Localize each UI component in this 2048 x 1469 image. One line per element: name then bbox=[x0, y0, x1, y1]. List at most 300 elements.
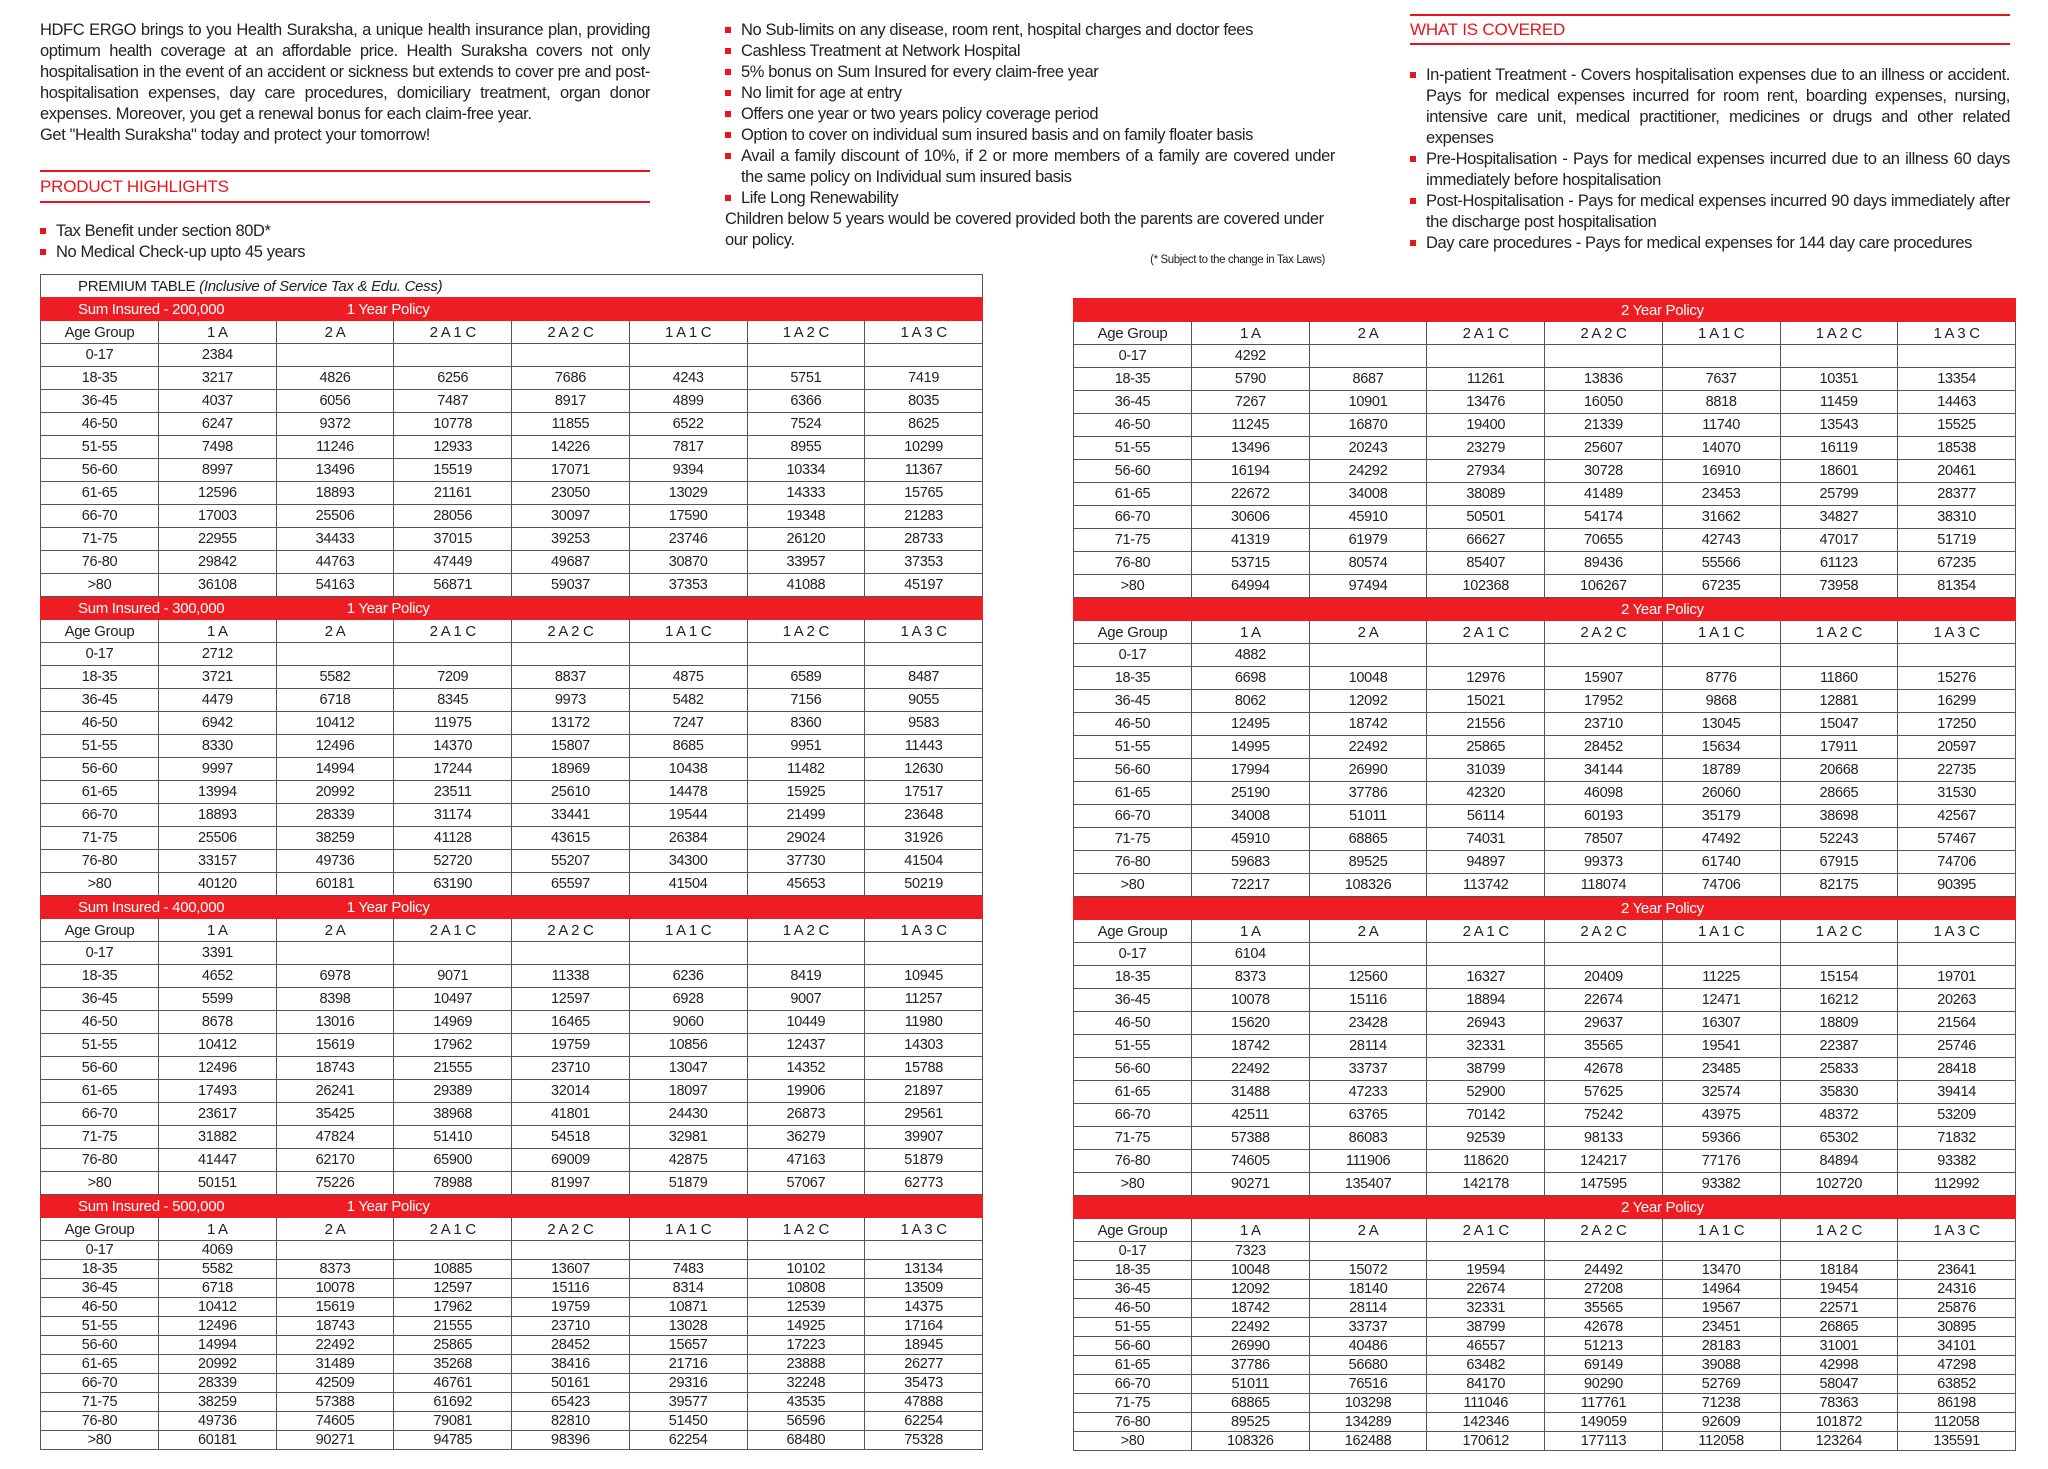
divider bbox=[1410, 43, 2010, 45]
sum-insured-label: Sum Insured - 400,000 bbox=[41, 896, 277, 919]
premium-cell: 23617 bbox=[159, 1103, 277, 1126]
premium-cell: 36108 bbox=[159, 574, 277, 597]
premium-cell: 30728 bbox=[1545, 460, 1663, 483]
premium-cell: 77176 bbox=[1662, 1150, 1780, 1173]
premium-cell: 15072 bbox=[1309, 1261, 1427, 1280]
premium-cell: 29389 bbox=[394, 1080, 512, 1103]
premium-cell: 23279 bbox=[1427, 437, 1545, 460]
age-group-cell: 0-17 bbox=[1074, 1242, 1192, 1261]
premium-cell: 48372 bbox=[1780, 1104, 1898, 1127]
age-group-cell: 61-65 bbox=[1074, 782, 1192, 805]
age-group-header: Age Group bbox=[41, 1218, 159, 1241]
column-header: 1 A 3 C bbox=[865, 321, 983, 344]
table-row bbox=[41, 1431, 983, 1450]
premium-cell: 102368 bbox=[1427, 575, 1545, 598]
column-header: 2 A bbox=[276, 321, 394, 344]
premium-cell: 4899 bbox=[629, 390, 747, 413]
premium-cell: 75226 bbox=[276, 1172, 394, 1195]
age-group-cell: 18-35 bbox=[1074, 1261, 1192, 1280]
column-header: 2 A bbox=[276, 1218, 394, 1241]
premium-cell: 6718 bbox=[276, 689, 394, 712]
premium-cell bbox=[394, 942, 512, 965]
premium-cell: 12437 bbox=[747, 1034, 865, 1057]
premium-cell: 41447 bbox=[159, 1149, 277, 1172]
premium-cell: 51450 bbox=[629, 1412, 747, 1431]
premium-cell: 37786 bbox=[1192, 1356, 1310, 1375]
premium-cell: 62773 bbox=[865, 1172, 983, 1195]
premium-cell: 49736 bbox=[159, 1412, 277, 1431]
age-group-cell: 46-50 bbox=[1074, 1299, 1192, 1318]
age-group-header: Age Group bbox=[1074, 621, 1192, 644]
premium-cell: 61979 bbox=[1309, 529, 1427, 552]
age-group-cell: 66-70 bbox=[1074, 1375, 1192, 1394]
premium-cell: 8360 bbox=[747, 712, 865, 735]
premium-cell: 60181 bbox=[276, 873, 394, 896]
premium-cell: 36279 bbox=[747, 1126, 865, 1149]
premium-cell: 20243 bbox=[1309, 437, 1427, 460]
premium-cell: 12560 bbox=[1309, 966, 1427, 989]
premium-cell bbox=[1780, 644, 1898, 667]
premium-cell: 44763 bbox=[276, 551, 394, 574]
column-header: 1 A 3 C bbox=[1898, 621, 2016, 644]
premium-cell: 35268 bbox=[394, 1355, 512, 1374]
premium-cell: 34433 bbox=[276, 528, 394, 551]
premium-cell: 17911 bbox=[1780, 736, 1898, 759]
premium-cell: 117761 bbox=[1545, 1394, 1663, 1413]
bullet-icon bbox=[1410, 240, 1416, 246]
column-header-row bbox=[1074, 1219, 2016, 1242]
premium-cell: 18789 bbox=[1662, 759, 1780, 782]
premium-cell: 84894 bbox=[1780, 1150, 1898, 1173]
premium-cell: 4243 bbox=[629, 367, 747, 390]
premium-cell: 56114 bbox=[1427, 805, 1545, 828]
premium-cell: 12597 bbox=[394, 1279, 512, 1298]
policy-term-label: 2 Year Policy bbox=[1309, 897, 2015, 920]
premium-cell: 13476 bbox=[1427, 391, 1545, 414]
table-row bbox=[41, 988, 983, 1011]
column-header: 1 A bbox=[159, 919, 277, 942]
column-header: 1 A bbox=[1192, 621, 1310, 644]
premium-cell: 78363 bbox=[1780, 1394, 1898, 1413]
premium-cell: 51879 bbox=[865, 1149, 983, 1172]
table-row bbox=[41, 781, 983, 804]
premium-cell: 170612 bbox=[1427, 1432, 1545, 1451]
premium-cell: 25610 bbox=[512, 781, 630, 804]
age-group-cell: 51-55 bbox=[1074, 736, 1192, 759]
column-header: 1 A 2 C bbox=[747, 919, 865, 942]
age-group-cell: >80 bbox=[1074, 1432, 1192, 1451]
premium-cell: 89436 bbox=[1545, 552, 1663, 575]
premium-cell: 82810 bbox=[512, 1412, 630, 1431]
premium-cell: 4826 bbox=[276, 367, 394, 390]
premium-cell: 86083 bbox=[1309, 1127, 1427, 1150]
premium-cell: 9060 bbox=[629, 1011, 747, 1034]
premium-cell: 12471 bbox=[1662, 989, 1780, 1012]
column-header: 2 A 2 C bbox=[1545, 1219, 1663, 1242]
bullet-icon bbox=[725, 153, 731, 159]
premium-cell: 23511 bbox=[394, 781, 512, 804]
premium-cell: 16050 bbox=[1545, 391, 1663, 414]
premium-cell: 14370 bbox=[394, 735, 512, 758]
premium-cell: 20409 bbox=[1545, 966, 1663, 989]
column-header: 1 A 3 C bbox=[865, 1218, 983, 1241]
premium-cell: 49687 bbox=[512, 551, 630, 574]
age-group-cell: 51-55 bbox=[41, 735, 159, 758]
table-row bbox=[41, 850, 983, 873]
premium-cell: 47163 bbox=[747, 1149, 865, 1172]
premium-cell: 31001 bbox=[1780, 1337, 1898, 1356]
premium-cell: 51879 bbox=[629, 1172, 747, 1195]
table-row bbox=[41, 1057, 983, 1080]
premium-cell: 19454 bbox=[1780, 1280, 1898, 1299]
premium-cell: 10048 bbox=[1192, 1261, 1310, 1280]
table-row bbox=[1074, 552, 2016, 575]
table-row bbox=[41, 1126, 983, 1149]
premium-cell: 38416 bbox=[512, 1355, 630, 1374]
premium-cell: 42509 bbox=[276, 1374, 394, 1393]
age-group-cell: 36-45 bbox=[1074, 989, 1192, 1012]
premium-cell: 14352 bbox=[747, 1057, 865, 1080]
premium-cell: 6718 bbox=[159, 1279, 277, 1298]
list-item: Cashless Treatment at Network Hospital bbox=[725, 41, 1335, 62]
list-item: Tax Benefit under section 80D* bbox=[40, 221, 650, 242]
premium-cell: 21499 bbox=[747, 804, 865, 827]
bullet-icon bbox=[1410, 72, 1416, 78]
table-row bbox=[41, 528, 983, 551]
premium-cell: 19759 bbox=[512, 1034, 630, 1057]
premium-cell: 17244 bbox=[394, 758, 512, 781]
table-row bbox=[41, 436, 983, 459]
premium-cell: 14333 bbox=[747, 482, 865, 505]
premium-cell: 59037 bbox=[512, 574, 630, 597]
premium-cell: 59366 bbox=[1662, 1127, 1780, 1150]
premium-cell: 20461 bbox=[1898, 460, 2016, 483]
premium-cell: 13016 bbox=[276, 1011, 394, 1034]
premium-cell: 42678 bbox=[1545, 1058, 1663, 1081]
premium-cell: 12496 bbox=[276, 735, 394, 758]
premium-cell: 18184 bbox=[1780, 1261, 1898, 1280]
premium-cell: 26241 bbox=[276, 1080, 394, 1103]
premium-cell: 80574 bbox=[1309, 552, 1427, 575]
column-header: 1 A bbox=[159, 1218, 277, 1241]
premium-cell: 29637 bbox=[1545, 1012, 1663, 1035]
premium-cell: 9951 bbox=[747, 735, 865, 758]
age-group-cell: 76-80 bbox=[41, 1412, 159, 1431]
premium-cell: 10334 bbox=[747, 459, 865, 482]
premium-cell: 21339 bbox=[1545, 414, 1663, 437]
premium-cell: 22492 bbox=[1192, 1058, 1310, 1081]
table-row bbox=[1074, 1375, 2016, 1394]
table-row bbox=[1074, 1356, 2016, 1375]
premium-cell: 13028 bbox=[629, 1317, 747, 1336]
premium-cell: 46098 bbox=[1545, 782, 1663, 805]
premium-cell: 103298 bbox=[1309, 1394, 1427, 1413]
premium-cell: 25876 bbox=[1898, 1299, 2016, 1318]
table-row bbox=[41, 827, 983, 850]
premium-cell: 12496 bbox=[159, 1317, 277, 1336]
age-group-cell: 61-65 bbox=[1074, 1081, 1192, 1104]
premium-cell: 47449 bbox=[394, 551, 512, 574]
table-row bbox=[41, 1260, 983, 1279]
table-row bbox=[41, 758, 983, 781]
section-header-row bbox=[41, 298, 983, 321]
column-header: 1 A 1 C bbox=[1662, 1219, 1780, 1242]
premium-cell: 31174 bbox=[394, 804, 512, 827]
column-header: 2 A 2 C bbox=[512, 1218, 630, 1241]
premium-cell: 45653 bbox=[747, 873, 865, 896]
age-group-cell: 18-35 bbox=[41, 367, 159, 390]
premium-cell: 13543 bbox=[1780, 414, 1898, 437]
policy-term-label: 2 Year Policy bbox=[1309, 299, 2015, 322]
premium-cell: 14995 bbox=[1192, 736, 1310, 759]
column-header: 2 A bbox=[1309, 920, 1427, 943]
premium-cell: 15047 bbox=[1780, 713, 1898, 736]
premium-cell: 3721 bbox=[159, 666, 277, 689]
premium-cell: 71238 bbox=[1662, 1394, 1780, 1413]
premium-cell: 56596 bbox=[747, 1412, 865, 1431]
premium-cell: 6247 bbox=[159, 413, 277, 436]
premium-cell: 17962 bbox=[394, 1034, 512, 1057]
premium-cell: 7817 bbox=[629, 436, 747, 459]
premium-cell: 8685 bbox=[629, 735, 747, 758]
column-header: 2 A 2 C bbox=[1545, 322, 1663, 345]
premium-cell: 15788 bbox=[865, 1057, 983, 1080]
premium-cell: 66627 bbox=[1427, 529, 1545, 552]
premium-cell: 50151 bbox=[159, 1172, 277, 1195]
premium-cell: 8345 bbox=[394, 689, 512, 712]
premium-cell: 26277 bbox=[865, 1355, 983, 1374]
age-group-cell: 71-75 bbox=[1074, 1127, 1192, 1150]
age-group-header: Age Group bbox=[41, 620, 159, 643]
premium-table-title bbox=[41, 275, 983, 298]
premium-cell: 10078 bbox=[1192, 989, 1310, 1012]
premium-cell: 51719 bbox=[1898, 529, 2016, 552]
premium-cell: 54518 bbox=[512, 1126, 630, 1149]
premium-cell: 7156 bbox=[747, 689, 865, 712]
table-row bbox=[1074, 1413, 2016, 1432]
premium-cell: 14478 bbox=[629, 781, 747, 804]
age-group-cell: 51-55 bbox=[41, 436, 159, 459]
table-row bbox=[41, 1393, 983, 1412]
premium-cell: 10078 bbox=[276, 1279, 394, 1298]
premium-cell: 94897 bbox=[1427, 851, 1545, 874]
premium-cell: 102720 bbox=[1780, 1173, 1898, 1196]
table-row bbox=[41, 1149, 983, 1172]
column-header: 2 A bbox=[1309, 621, 1427, 644]
column-header: 1 A bbox=[159, 620, 277, 643]
table-row bbox=[1074, 943, 2016, 966]
premium-cell: 24430 bbox=[629, 1103, 747, 1126]
premium-cell: 9071 bbox=[394, 965, 512, 988]
premium-cell: 124217 bbox=[1545, 1150, 1663, 1173]
premium-cell: 11245 bbox=[1192, 414, 1310, 437]
premium-cell: 8917 bbox=[512, 390, 630, 413]
column-header: 2 A 1 C bbox=[1427, 322, 1545, 345]
premium-cell: 27208 bbox=[1545, 1280, 1663, 1299]
premium-cell: 50501 bbox=[1427, 506, 1545, 529]
premium-cell: 8955 bbox=[747, 436, 865, 459]
premium-cell: 61692 bbox=[394, 1393, 512, 1412]
premium-cell: 22672 bbox=[1192, 483, 1310, 506]
premium-cell: 13134 bbox=[865, 1260, 983, 1279]
premium-cell: 177113 bbox=[1545, 1432, 1663, 1451]
table-row bbox=[41, 505, 983, 528]
premium-cell: 25190 bbox=[1192, 782, 1310, 805]
premium-cell: 43615 bbox=[512, 827, 630, 850]
age-group-cell: >80 bbox=[41, 873, 159, 896]
premium-cell: 11482 bbox=[747, 758, 865, 781]
premium-cell: 31926 bbox=[865, 827, 983, 850]
premium-cell: 8035 bbox=[865, 390, 983, 413]
age-group-cell: 46-50 bbox=[41, 1298, 159, 1317]
premium-cell: 43535 bbox=[747, 1393, 865, 1412]
column-header: 2 A 1 C bbox=[1427, 920, 1545, 943]
premium-cell bbox=[276, 942, 394, 965]
premium-cell: 6928 bbox=[629, 988, 747, 1011]
premium-cell: 69149 bbox=[1545, 1356, 1663, 1375]
table-row bbox=[41, 1103, 983, 1126]
premium-cell: 8776 bbox=[1662, 667, 1780, 690]
premium-cell: 13509 bbox=[865, 1279, 983, 1298]
premium-cell: 16299 bbox=[1898, 690, 2016, 713]
premium-cell: 13172 bbox=[512, 712, 630, 735]
premium-cell: 26120 bbox=[747, 528, 865, 551]
premium-cell: 21555 bbox=[394, 1317, 512, 1336]
column-header: 1 A 2 C bbox=[1780, 621, 1898, 644]
table-row bbox=[1074, 460, 2016, 483]
premium-cell: 11860 bbox=[1780, 667, 1898, 690]
column-header: 2 A 1 C bbox=[1427, 1219, 1545, 1242]
age-group-cell: 61-65 bbox=[41, 1355, 159, 1374]
premium-cell: 17994 bbox=[1192, 759, 1310, 782]
premium-cell: 41489 bbox=[1545, 483, 1663, 506]
premium-cell: 32248 bbox=[747, 1374, 865, 1393]
column-header: 1 A bbox=[1192, 1219, 1310, 1242]
premium-cell: 112058 bbox=[1898, 1413, 2016, 1432]
premium-cell: 111046 bbox=[1427, 1394, 1545, 1413]
age-group-cell: 56-60 bbox=[41, 459, 159, 482]
age-group-cell: 51-55 bbox=[1074, 1318, 1192, 1337]
column-header-row bbox=[1074, 322, 2016, 345]
premium-cell: 15907 bbox=[1545, 667, 1663, 690]
age-group-cell: 36-45 bbox=[1074, 391, 1192, 414]
premium-cell: 134289 bbox=[1309, 1413, 1427, 1432]
premium-cell: 6104 bbox=[1192, 943, 1310, 966]
premium-cell bbox=[1309, 1242, 1427, 1261]
premium-cell: 62254 bbox=[865, 1412, 983, 1431]
premium-cell: 68480 bbox=[747, 1431, 865, 1450]
premium-cell: 19701 bbox=[1898, 966, 2016, 989]
premium-cell: 14964 bbox=[1662, 1280, 1780, 1299]
premium-cell: 54163 bbox=[276, 574, 394, 597]
premium-cell: 51011 bbox=[1309, 805, 1427, 828]
table-row bbox=[41, 344, 983, 367]
age-group-cell: 51-55 bbox=[1074, 1035, 1192, 1058]
premium-cell: 20668 bbox=[1780, 759, 1898, 782]
column-header: 1 A 2 C bbox=[1780, 322, 1898, 345]
divider bbox=[40, 170, 650, 172]
premium-cell: 15619 bbox=[276, 1034, 394, 1057]
children-note: Children below 5 years would be covered provided both the parents are covered under our policy. bbox=[725, 210, 1324, 249]
premium-cell: 43975 bbox=[1662, 1104, 1780, 1127]
premium-cell: 39577 bbox=[629, 1393, 747, 1412]
premium-cell: 14463 bbox=[1898, 391, 2016, 414]
list-item: Post-Hospitalisation - Pays for medical expenses incurred 90 days immediately after the discharge post hospitalisation bbox=[1410, 191, 2010, 233]
age-group-cell: 56-60 bbox=[1074, 1058, 1192, 1081]
section-header-row bbox=[1074, 897, 2016, 920]
premium-cell: 37730 bbox=[747, 850, 865, 873]
premium-cell: 28452 bbox=[512, 1336, 630, 1355]
list-item: Life Long Renewability bbox=[725, 188, 1335, 209]
premium-cell: 57067 bbox=[747, 1172, 865, 1195]
premium-cell: 11459 bbox=[1780, 391, 1898, 414]
premium-cell: 74031 bbox=[1427, 828, 1545, 851]
column-header: 1 A 1 C bbox=[629, 919, 747, 942]
premium-cell: 68865 bbox=[1192, 1394, 1310, 1413]
premium-cell: 39907 bbox=[865, 1126, 983, 1149]
premium-cell: 41088 bbox=[747, 574, 865, 597]
premium-cell: 18742 bbox=[1309, 713, 1427, 736]
premium-table-two-year bbox=[1073, 298, 2016, 1451]
premium-cell: 10299 bbox=[865, 436, 983, 459]
premium-cell: 15765 bbox=[865, 482, 983, 505]
premium-cell: 75242 bbox=[1545, 1104, 1663, 1127]
table-row bbox=[41, 1034, 983, 1057]
age-group-cell: 46-50 bbox=[41, 1011, 159, 1034]
premium-cell bbox=[865, 344, 983, 367]
column-header: 2 A 2 C bbox=[1545, 920, 1663, 943]
premium-cell: 89525 bbox=[1192, 1413, 1310, 1432]
premium-table-title-text: PREMIUM TABLE bbox=[78, 277, 196, 295]
features-list bbox=[725, 20, 1335, 209]
premium-cell: 98133 bbox=[1545, 1127, 1663, 1150]
section-header-row bbox=[1074, 598, 2016, 621]
premium-cell: 45910 bbox=[1309, 506, 1427, 529]
premium-cell bbox=[1309, 345, 1427, 368]
premium-cell: 42511 bbox=[1192, 1104, 1310, 1127]
premium-cell: 17517 bbox=[865, 781, 983, 804]
premium-cell: 8398 bbox=[276, 988, 394, 1011]
premium-cell: 4882 bbox=[1192, 644, 1310, 667]
age-group-cell: 56-60 bbox=[41, 1336, 159, 1355]
premium-cell: 12597 bbox=[512, 988, 630, 1011]
premium-cell: 28056 bbox=[394, 505, 512, 528]
premium-cell bbox=[629, 344, 747, 367]
premium-cell: 26384 bbox=[629, 827, 747, 850]
premium-cell: 18809 bbox=[1780, 1012, 1898, 1035]
premium-cell: 11367 bbox=[865, 459, 983, 482]
age-group-header: Age Group bbox=[41, 919, 159, 942]
premium-cell: 19759 bbox=[512, 1298, 630, 1317]
what-is-covered-title: WHAT IS COVERED bbox=[1410, 20, 1566, 39]
premium-cell bbox=[747, 643, 865, 666]
premium-cell: 4875 bbox=[629, 666, 747, 689]
table-row bbox=[41, 1279, 983, 1298]
premium-cell: 46761 bbox=[394, 1374, 512, 1393]
premium-cell: 47492 bbox=[1662, 828, 1780, 851]
table-row bbox=[41, 689, 983, 712]
column-header: 1 A 1 C bbox=[629, 321, 747, 344]
sum-insured-label bbox=[1074, 598, 1310, 621]
list-item: Option to cover on individual sum insured basis and on family floater basis bbox=[725, 125, 1335, 146]
premium-cell: 35425 bbox=[276, 1103, 394, 1126]
age-group-cell: 36-45 bbox=[1074, 1280, 1192, 1299]
premium-cell: 112992 bbox=[1898, 1173, 2016, 1196]
premium-cell: 28733 bbox=[865, 528, 983, 551]
column-header: 1 A 1 C bbox=[629, 620, 747, 643]
premium-cell: 5751 bbox=[747, 367, 865, 390]
age-group-cell: 76-80 bbox=[1074, 552, 1192, 575]
